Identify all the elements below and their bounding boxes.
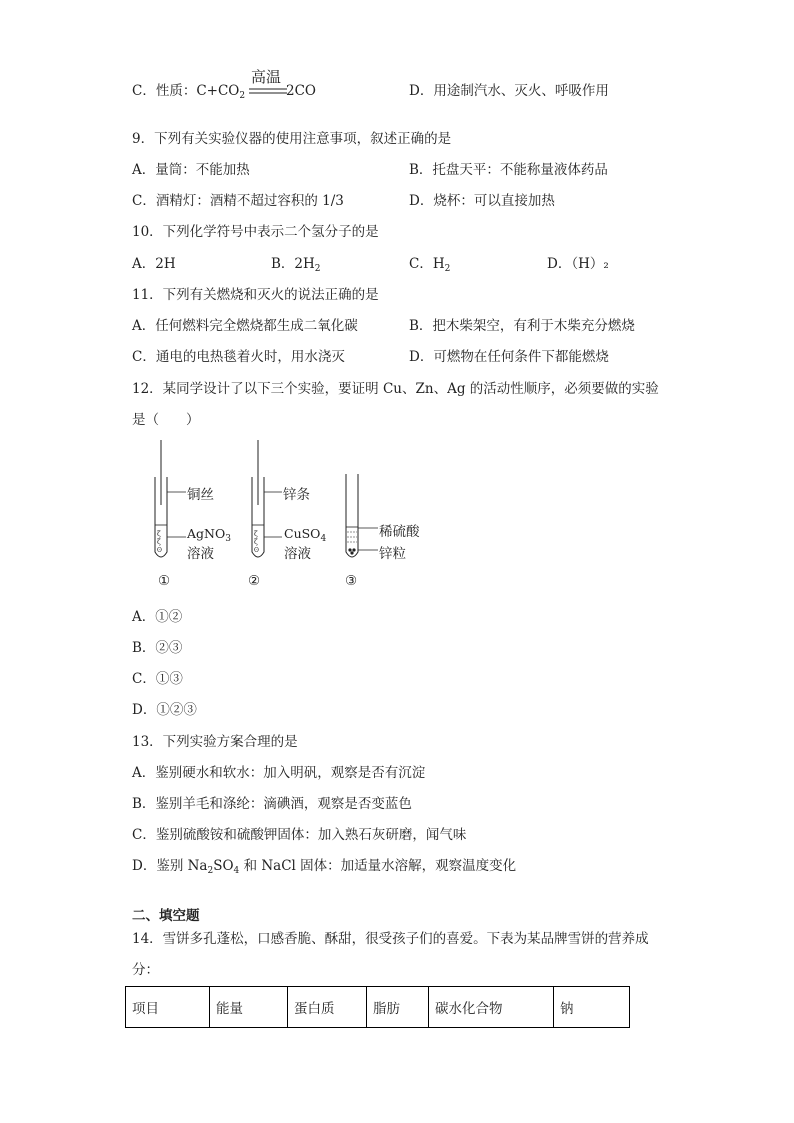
svg-text:ʘ: ʘ: [157, 547, 162, 554]
q9-option-c: C．酒精灯：酒精不超过容积的 1/3: [132, 193, 344, 209]
tube2-solution-label-2: 溶液: [284, 546, 311, 562]
table-header-cell: 脂肪: [367, 987, 429, 1028]
q11-stem: 11．下列有关燃烧和灭火的说法正确的是: [132, 287, 379, 303]
q12-option-d: D．①②③: [132, 702, 197, 718]
table-header-cell: 碳水化合物: [429, 987, 554, 1028]
q13-stem: 13．下列实验方案合理的是: [132, 734, 298, 750]
q14-stem-line2: 分：: [132, 962, 159, 978]
q10-option-c: C．$H_2$: [409, 256, 451, 274]
q10-option-b: B．$2H_2$: [271, 256, 321, 274]
q8-reaction-condition: 高温: [251, 68, 282, 86]
q13-option-c: C．鉴别硫酸铵和硫酸钾固体：加入熟石灰研磨，闻气味: [132, 827, 467, 843]
tube2-number: ②: [248, 573, 261, 589]
q12-experiment-figure: [140, 440, 440, 590]
test-tubes-drawing: [140, 440, 440, 590]
q12-stem-line1: 12．某同学设计了以下三个实验，要证明 Cu、Zn、Ag 的活动性顺序，必须要做的实验: [132, 381, 659, 397]
nutrition-table: [125, 986, 630, 1028]
tube1-solution-label: AgNO$_3$: [187, 526, 231, 544]
test-tube-3: [346, 474, 378, 557]
svg-text:ζ: ζ: [157, 530, 161, 538]
q9-option-a: A．量筒：不能加热: [132, 162, 250, 178]
tube3-number: ③: [345, 573, 358, 589]
q11-option-a: A．任何燃料完全燃烧都生成二氧化碳: [132, 318, 358, 334]
q11-option-c: C．通电的电热毯着火时，用水浇灭: [132, 349, 345, 365]
q8-option-c-product: 2CO: [286, 83, 316, 99]
section-title-fill-in: 二、填空题: [132, 908, 200, 924]
q10-option-d: D．（H）₂: [547, 256, 609, 272]
q14-stem-line1: 14．雪饼多孔蓬松，口感香脆、酥甜，很受孩子们的喜爱。下表为某品牌雪饼的营养成: [132, 931, 649, 947]
q9-option-d: D．烧杯：可以直接加热: [409, 193, 555, 209]
table-header-cell: 钠: [554, 987, 630, 1028]
q9-stem: 9．下列有关实验仪器的使用注意事项，叙述正确的是: [132, 131, 452, 147]
svg-text:ζ: ζ: [157, 538, 161, 546]
q12-option-b: B．②③: [132, 640, 183, 656]
q12-stem-line2: 是（ ）: [132, 412, 200, 428]
table-header-cell: 能量: [210, 987, 288, 1028]
tube1-solution-label-2: 溶液: [187, 546, 214, 562]
q9-option-b: B．托盘天平：不能称量液体药品: [409, 162, 608, 178]
tube3-zinc-label: 锌粒: [379, 546, 406, 562]
q13-option-b: B．鉴别羊毛和涤纶：滴碘酒，观察是否变蓝色: [132, 796, 412, 812]
table-header-cell: 项目: [126, 987, 210, 1028]
tube3-acid-label: 稀硫酸: [379, 524, 420, 540]
test-tube-1: [155, 440, 186, 557]
svg-text:ʘ: ʘ: [254, 547, 259, 554]
test-tube-2: [252, 440, 282, 557]
q8-equals-sign: [249, 87, 289, 95]
tube1-wire-label: 铜丝: [187, 487, 214, 503]
q13-option-a: A．鉴别硬水和软水：加入明矾，观察是否有沉淀: [132, 765, 426, 781]
tube2-solution-label: CuSO$_4$: [284, 526, 327, 544]
q11-option-b: B．把木柴架空，有利于木柴充分燃烧: [409, 318, 635, 334]
q8-option-d: D．用途制汽水、灭火、呼吸作用: [409, 83, 609, 99]
q12-option-a: A．①②: [132, 609, 183, 625]
table-header-cell: 蛋白质: [288, 987, 367, 1028]
q8-option-c: C．性质：$C+CO_2$: [132, 83, 246, 101]
svg-text:ζ: ζ: [254, 538, 258, 546]
q10-stem: 10．下列化学符号中表示二个氢分子的是: [132, 224, 379, 240]
svg-text:ζ: ζ: [254, 530, 258, 538]
q12-option-c: C．①③: [132, 671, 183, 687]
tube2-wire-label: 锌条: [283, 487, 310, 503]
table-row: [126, 987, 630, 1028]
q11-option-d: D．可燃物在任何条件下都能燃烧: [409, 349, 609, 365]
tube1-number: ①: [158, 573, 171, 589]
q10-option-a: A．2H: [132, 256, 176, 272]
q13-option-d: D．鉴别 $Na_2SO_4$ 和 NaCl 固体：加适量水溶解，观察温度变化: [132, 858, 517, 876]
